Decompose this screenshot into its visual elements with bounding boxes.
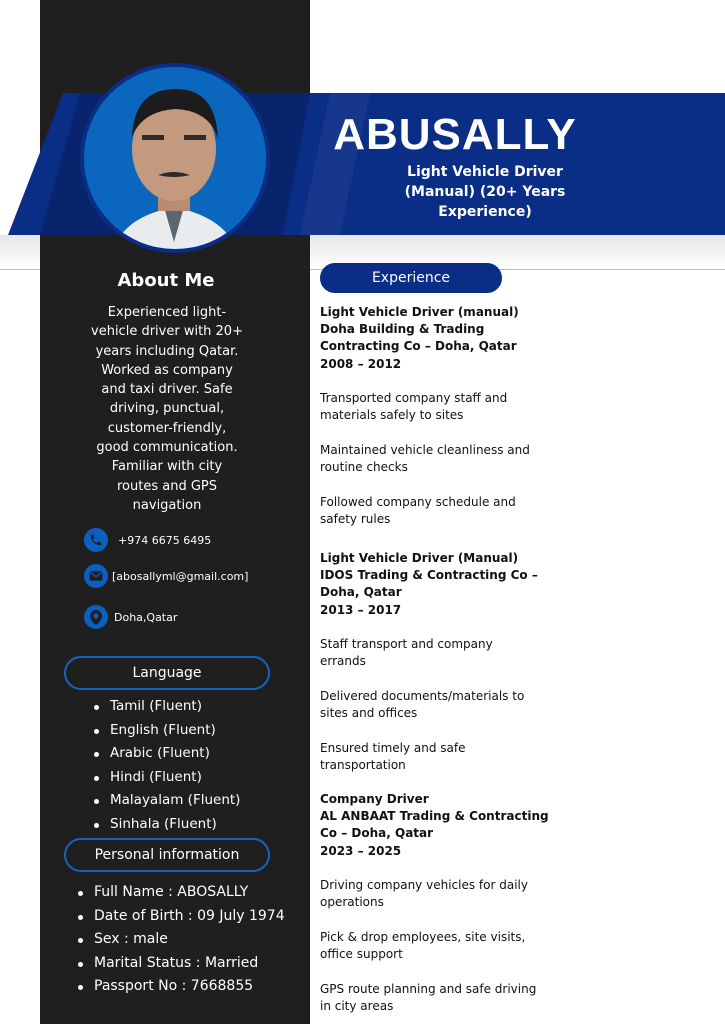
job-duty — [320, 981, 560, 1016]
language-heading: Language — [64, 656, 270, 690]
job-duty — [320, 390, 560, 425]
contact-location — [84, 605, 177, 629]
duty-line: Driving company vehicles for daily — [320, 877, 528, 892]
duty-line: safety rules — [320, 512, 391, 527]
about-line: good communication. — [96, 440, 238, 456]
duty-line: Maintained vehicle cleanliness and — [320, 442, 530, 457]
about-line: routes and GPS — [116, 478, 217, 494]
location-pin-icon — [84, 605, 108, 629]
job-duty — [320, 636, 560, 671]
duty-line: routine checks — [320, 460, 408, 475]
duty-line: in city areas — [320, 999, 394, 1014]
phone-text: +974 6675 6495 — [118, 533, 212, 547]
about-line: Worked as company — [101, 362, 233, 378]
job-entry — [320, 550, 560, 775]
job-company: IDOS Trading & Contracting Co – — [320, 568, 538, 583]
role-line: (Manual) (20+ Years — [404, 184, 566, 200]
header-shadow-left — [0, 235, 40, 270]
contact-email[interactable] — [84, 564, 248, 588]
job-company: Co – Doha, Qatar — [320, 826, 434, 841]
list-item: Malayalam (Fluent) — [94, 789, 240, 813]
duty-line: GPS route planning and safe driving — [320, 981, 537, 996]
avatar-illustration — [84, 67, 266, 249]
job-title: Company Driver — [320, 792, 429, 806]
list-item: Sinhala (Fluent) — [94, 813, 240, 837]
location-text: Doha,Qatar — [114, 610, 178, 624]
duty-line: materials safely to sites — [320, 408, 464, 423]
personal-heading: Personal information — [64, 838, 270, 872]
about-line: years including Qatar. — [95, 343, 239, 359]
duty-line: office support — [320, 947, 403, 962]
job-header — [320, 304, 560, 373]
job-header — [320, 791, 560, 860]
job-duty — [320, 442, 560, 477]
about-line: vehicle driver with 20+ — [91, 324, 243, 340]
about-line: navigation — [132, 497, 202, 513]
list-item: Marital Status : Married — [78, 952, 285, 976]
role-line: Experience) — [438, 204, 532, 220]
candidate-role — [380, 162, 590, 222]
candidate-name: ABUSALLY — [333, 110, 577, 159]
job-dates: 2013 – 2017 — [320, 602, 402, 617]
about-line: and taxi driver. Safe — [101, 382, 233, 398]
email-icon — [84, 564, 108, 588]
list-item: Full Name : ABOSALLY — [78, 881, 285, 905]
contact-phone[interactable] — [84, 528, 211, 552]
job-dates: 2023 – 2025 — [320, 843, 402, 858]
job-duty — [320, 494, 560, 529]
duty-line: transportation — [320, 758, 406, 773]
about-line: driving, punctual, — [109, 401, 225, 417]
list-item: English (Fluent) — [94, 719, 240, 743]
list-item: Date of Birth : 09 July 1974 — [78, 905, 285, 929]
job-header — [320, 550, 560, 619]
list-item: Passport No : 7668855 — [78, 975, 285, 999]
job-duty — [320, 740, 560, 775]
personal-list — [78, 881, 285, 999]
job-company: Doha Building & Trading — [320, 322, 485, 337]
list-item: Tamil (Fluent) — [94, 695, 240, 719]
job-company: AL ANBAAT Trading & Contracting — [320, 809, 549, 824]
job-company: Contracting Co – Doha, Qatar — [320, 339, 517, 354]
duty-line: Pick & drop employees, site visits, — [320, 929, 526, 944]
about-text — [82, 303, 252, 515]
list-item: Hindi (Fluent) — [94, 766, 240, 790]
about-title: About Me — [117, 270, 215, 291]
duty-line: Delivered documents/materials to — [320, 688, 525, 703]
about-line: Experienced light- — [107, 305, 227, 320]
job-duty — [320, 877, 560, 912]
duty-line: Followed company schedule and — [320, 494, 516, 509]
duty-line: operations — [320, 895, 384, 910]
email-text: [abosallyml@gmail.com] — [112, 569, 249, 583]
job-duty — [320, 929, 560, 964]
job-entry — [320, 304, 560, 529]
profile-photo — [80, 63, 270, 253]
job-dates: 2008 – 2012 — [320, 356, 402, 371]
duty-line: Ensured timely and safe — [320, 740, 466, 755]
duty-line: sites and offices — [320, 706, 418, 721]
job-entry — [320, 791, 560, 1016]
about-line: customer-friendly, — [107, 420, 227, 436]
list-item: Arabic (Fluent) — [94, 742, 240, 766]
duty-line: Staff transport and company — [320, 636, 493, 651]
duty-line: Transported company staff and — [320, 390, 508, 405]
experience-heading: Experience — [320, 263, 502, 293]
phone-icon — [84, 528, 108, 552]
job-title: Light Vehicle Driver (manual) — [320, 305, 519, 319]
job-title: Light Vehicle Driver (Manual) — [320, 551, 519, 565]
duty-line: errands — [320, 654, 366, 669]
job-company: Doha, Qatar — [320, 585, 402, 600]
role-line: Light Vehicle Driver — [407, 164, 563, 180]
job-duty — [320, 688, 560, 723]
about-line: Familiar with city — [111, 459, 223, 475]
list-item: Sex : male — [78, 928, 285, 952]
language-list — [94, 695, 240, 836]
